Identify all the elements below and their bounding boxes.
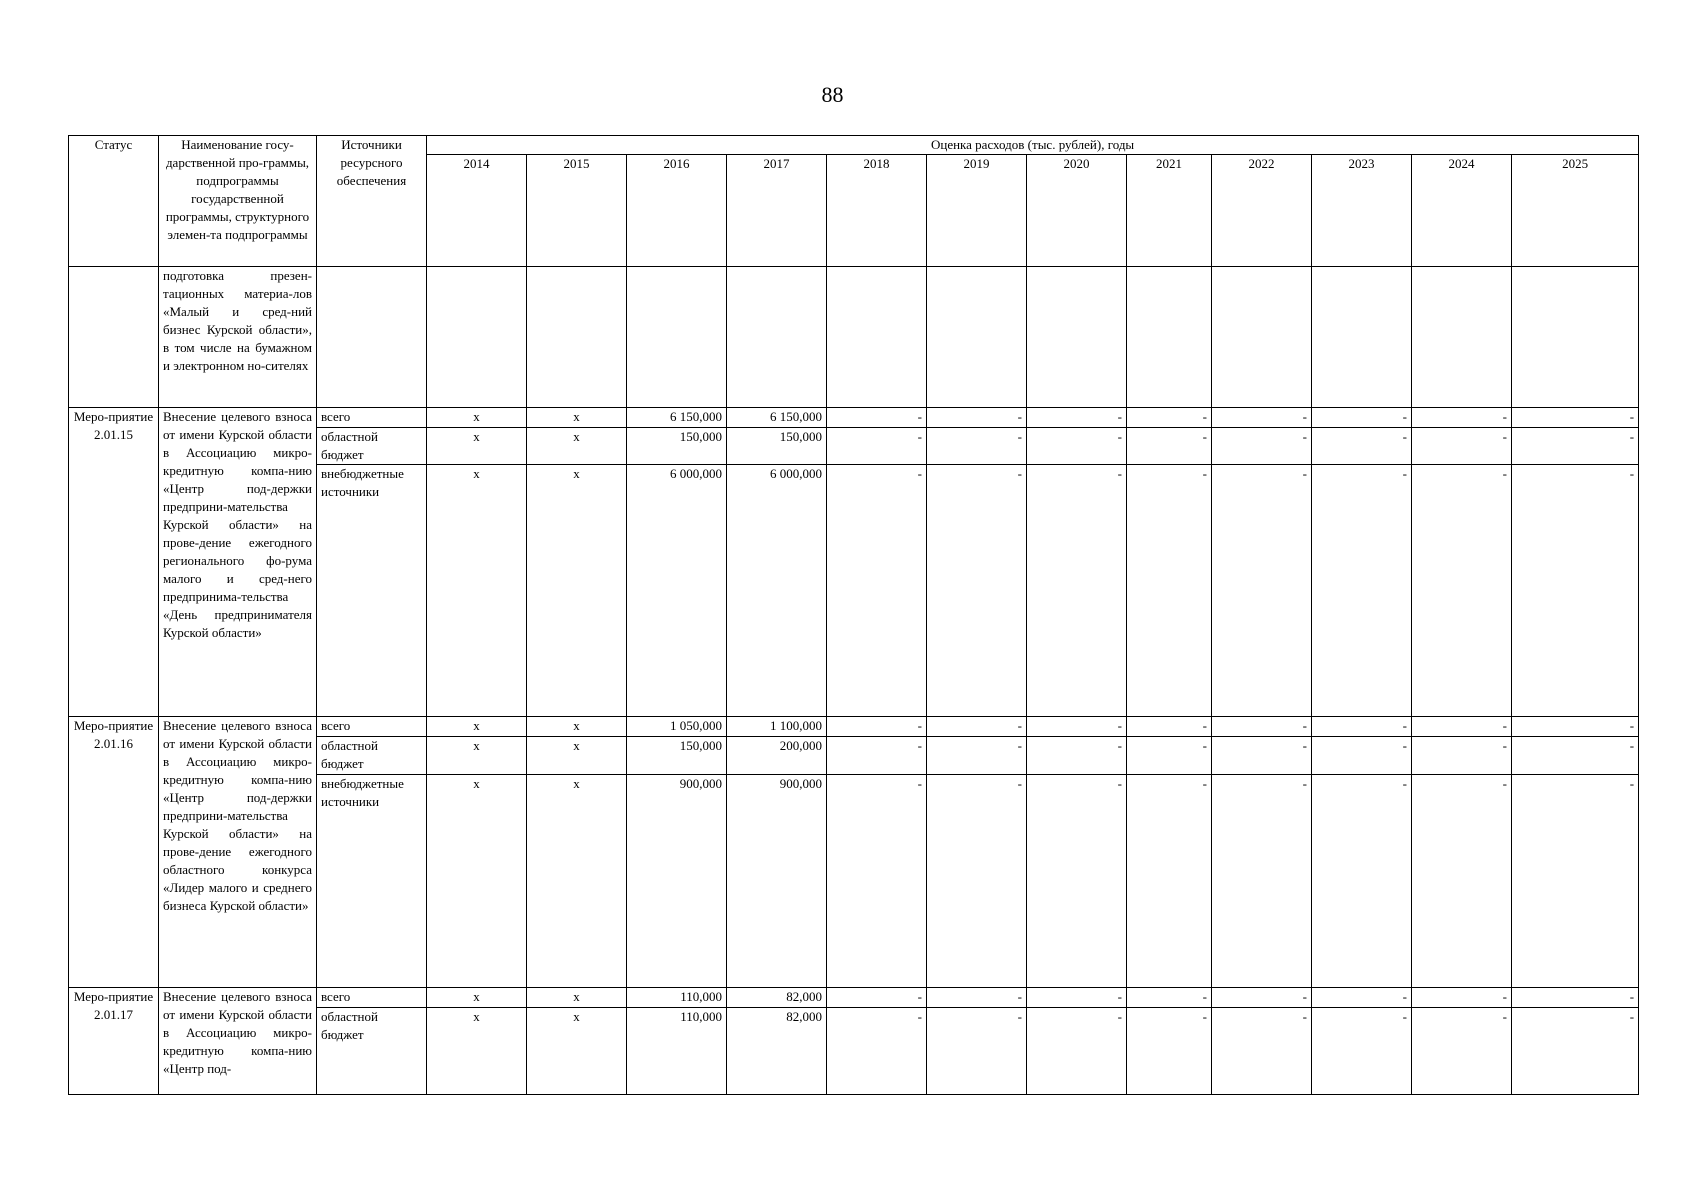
value-cell: x [527, 774, 627, 988]
value-cell: - [1312, 774, 1412, 988]
value-cell: - [1512, 717, 1639, 737]
value-cell: - [1027, 774, 1127, 988]
value-cell: - [927, 428, 1027, 465]
value-cell: x [427, 988, 527, 1008]
value-cell: - [1212, 988, 1312, 1008]
value-cell: - [1127, 717, 1212, 737]
table-row [69, 408, 1639, 428]
header-year: 2014 [427, 155, 527, 267]
value-cell: - [1127, 428, 1212, 465]
value-cell: 82,000 [727, 1008, 827, 1095]
measure-name: Внесение целевого взноса от имени Курской области в Ассоциацию микро-кредитную компа-нию «Центр под-держки предприни-мательства Курской области» на прове-дение ежегодного областного конкурса «Лидер малого и среднего бизнеса Курской области» [159, 717, 317, 988]
value-cell: x [527, 717, 627, 737]
value-cell: 1 050,000 [627, 717, 727, 737]
value-cell: - [1127, 774, 1212, 988]
value-cell: x [427, 737, 527, 774]
value-cell: - [1027, 465, 1127, 717]
value-cell: - [1312, 737, 1412, 774]
measure-name: Внесение целевого взноса от имени Курской области в Ассоциацию микро-кредитную компа-нию «Центр под- [159, 988, 317, 1095]
header-status: Статус [69, 136, 159, 267]
value-cell: - [1212, 465, 1312, 717]
value-cell: - [1512, 1008, 1639, 1095]
value-cell: - [1412, 774, 1512, 988]
value-cell: - [1512, 428, 1639, 465]
table-header [69, 136, 1639, 267]
header-year: 2021 [1127, 155, 1212, 267]
value-cell: x [427, 428, 527, 465]
value-cell: - [1027, 428, 1127, 465]
value-cell: - [1127, 737, 1212, 774]
value-cell: 900,000 [627, 774, 727, 988]
value-cell: - [1027, 1008, 1127, 1095]
budget-table [68, 135, 1639, 1095]
source-cell: всего [317, 408, 427, 428]
value-cell: 150,000 [727, 428, 827, 465]
value-cell: - [927, 717, 1027, 737]
value-cell: - [1312, 1008, 1412, 1095]
value-cell: - [1212, 1008, 1312, 1095]
source-cell: областной бюджет [317, 737, 427, 774]
header-name: Наименование госу-дарственной про-граммы, подпрограммы государственной программы, структурного элемен-та подпрограммы [159, 136, 317, 267]
header-estimate: Оценка расходов (тыс. рублей), годы [427, 136, 1639, 155]
value-cell: - [927, 737, 1027, 774]
table-row [69, 267, 1639, 408]
source-cell: областной бюджет [317, 428, 427, 465]
table-row [69, 988, 1639, 1008]
header-year: 2025 [1512, 155, 1639, 267]
value-cell: x [527, 1008, 627, 1095]
value-cell: 200,000 [727, 737, 827, 774]
value-cell: x [427, 717, 527, 737]
measure-status: Меро-приятие 2.01.17 [69, 988, 159, 1095]
value-cell: - [1212, 408, 1312, 428]
value-cell: 82,000 [727, 988, 827, 1008]
value-cell: - [1212, 774, 1312, 988]
source-cell: всего [317, 717, 427, 737]
value-cell: - [1412, 717, 1512, 737]
value-cell: x [427, 408, 527, 428]
value-cell: 110,000 [627, 988, 727, 1008]
value-cell: - [1412, 408, 1512, 428]
header-year: 2016 [627, 155, 727, 267]
page-number: 88 [821, 82, 844, 107]
value-cell: - [1412, 737, 1512, 774]
value-cell: - [827, 428, 927, 465]
value-cell: - [827, 774, 927, 988]
value-cell: 110,000 [627, 1008, 727, 1095]
value-cell: - [1312, 465, 1412, 717]
value-cell: - [1027, 737, 1127, 774]
measure-status: Меро-приятие 2.01.16 [69, 717, 159, 988]
value-cell: - [1512, 988, 1639, 1008]
value-cell: - [1212, 428, 1312, 465]
value-cell: - [927, 408, 1027, 428]
source-cell: областной бюджет [317, 1008, 427, 1095]
value-cell: - [827, 408, 927, 428]
value-cell: 6 000,000 [727, 465, 827, 717]
value-cell: 150,000 [627, 737, 727, 774]
value-cell: - [927, 465, 1027, 717]
value-cell: - [1127, 408, 1212, 428]
source-cell: внебюджетные источники [317, 774, 427, 988]
value-cell: - [1127, 1008, 1212, 1095]
value-cell: - [1412, 428, 1512, 465]
header-sources: Источники ресурсного обеспечения [317, 136, 427, 267]
value-cell: - [1412, 465, 1512, 717]
header-year: 2024 [1412, 155, 1512, 267]
value-cell: 150,000 [627, 428, 727, 465]
value-cell: x [527, 465, 627, 717]
header-year: 2019 [927, 155, 1027, 267]
value-cell: x [527, 988, 627, 1008]
value-cell: 900,000 [727, 774, 827, 988]
value-cell: - [927, 1008, 1027, 1095]
value-cell: - [1212, 717, 1312, 737]
value-cell: - [927, 988, 1027, 1008]
source-cell: внебюджетные источники [317, 465, 427, 717]
value-cell: - [1512, 408, 1639, 428]
value-cell: - [827, 988, 927, 1008]
value-cell: - [1312, 717, 1412, 737]
status-cell [69, 267, 159, 408]
table-row [69, 717, 1639, 737]
value-cell: - [1127, 988, 1212, 1008]
header-year: 2023 [1312, 155, 1412, 267]
value-cell: x [527, 428, 627, 465]
value-cell: - [827, 1008, 927, 1095]
value-cell: - [1412, 1008, 1512, 1095]
value-cell: - [1512, 774, 1639, 988]
value-cell: - [827, 737, 927, 774]
value-cell: - [1212, 737, 1312, 774]
value-cell: 6 150,000 [727, 408, 827, 428]
value-cell: 6 000,000 [627, 465, 727, 717]
value-cell: - [1412, 988, 1512, 1008]
value-cell: - [1312, 408, 1412, 428]
measure-status: Меро-приятие 2.01.15 [69, 408, 159, 717]
value-cell: 6 150,000 [627, 408, 727, 428]
header-year: 2015 [527, 155, 627, 267]
value-cell: x [427, 774, 527, 988]
measure-name: подготовка презен-тационных материа-лов «Малый и сред-ний бизнес Курской области», в том числе на бумажном и электронном но-сителях [159, 267, 317, 408]
value-cell: - [1127, 465, 1212, 717]
value-cell: - [827, 717, 927, 737]
header-year: 2018 [827, 155, 927, 267]
measure-name: Внесение целевого взноса от имени Курской области в Ассоциацию микро-кредитную компа-нию «Центр под-держки предприни-мательства Курской области» на прове-дение ежегодного регионального фо-рума малого и сред-него предпринима-тельства «День предпринимателя Курской области» [159, 408, 317, 717]
header-year: 2020 [1027, 155, 1127, 267]
value-cell: - [827, 465, 927, 717]
value-cell: - [1512, 465, 1639, 717]
header-year: 2022 [1212, 155, 1312, 267]
value-cell: x [427, 1008, 527, 1095]
value-cell: x [527, 737, 627, 774]
value-cell: - [1027, 408, 1127, 428]
source-cell: всего [317, 988, 427, 1008]
value-cell: - [1312, 988, 1412, 1008]
header-year: 2017 [727, 155, 827, 267]
value-cell: x [427, 465, 527, 717]
value-cell: 1 100,000 [727, 717, 827, 737]
value-cell: - [1312, 428, 1412, 465]
value-cell: - [1027, 988, 1127, 1008]
value-cell: - [1512, 737, 1639, 774]
value-cell: - [927, 774, 1027, 988]
value-cell: x [527, 408, 627, 428]
value-cell: - [1027, 717, 1127, 737]
source-cell [317, 267, 427, 408]
